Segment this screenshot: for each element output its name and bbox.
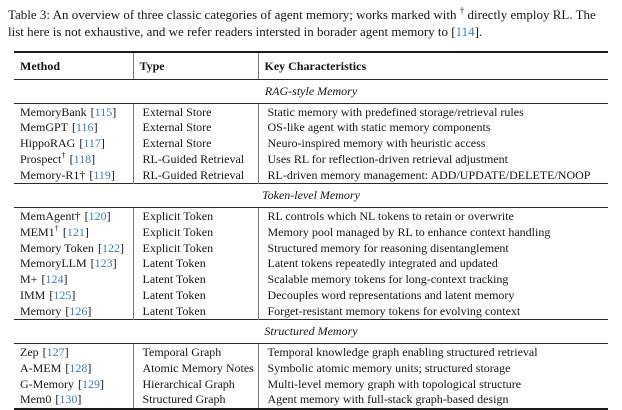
- citation-link[interactable]: 130: [59, 392, 78, 407]
- caption-period: .: [479, 23, 483, 39]
- key-characteristics-cell: Structured memory for reasoning disentanglement: [258, 240, 608, 256]
- citation-bracket-open: [: [55, 392, 60, 407]
- citation-bracket-open: [: [62, 224, 67, 239]
- citation-link[interactable]: 127: [46, 344, 65, 359]
- key-characteristics-cell: Latent tokens repeatedly integrated and updated: [258, 256, 608, 272]
- col-header-key-characteristics: Key Characteristics: [258, 52, 608, 79]
- key-characteristics-cell: Scalable memory tokens for long-context tracking: [258, 272, 608, 288]
- key-characteristics-cell: Temporal knowledge graph enabling structured retrieval: [258, 344, 608, 360]
- citation-link[interactable]: 122: [101, 240, 120, 255]
- caption-text-tail: directly employ RL. The list here is not exhaustive, and we refer readers intersted in borader agent memory to: [8, 7, 596, 39]
- paper-page: [0, 7, 622, 407]
- table-row: [14, 168, 608, 184]
- method-name: Prospect: [20, 152, 62, 167]
- table-row: [14, 360, 608, 376]
- citation-link[interactable]: 115: [94, 104, 113, 119]
- section-row: [14, 80, 608, 104]
- method-name: MemGPT: [20, 120, 68, 135]
- citation-bracket-open: [: [49, 288, 54, 303]
- type-cell: Explicit Token: [133, 208, 258, 224]
- citation-bracket-close: ]: [87, 304, 92, 318]
- key-characteristics-cell: Uses RL for reflection-driven retrieval adjustment: [258, 152, 608, 168]
- method-name: A-MEM: [20, 360, 62, 375]
- table-row: [14, 288, 608, 304]
- method-name: MEM1: [20, 224, 55, 239]
- key-characteristics-cell: Symbolic atomic memory units; structured storage: [258, 360, 608, 376]
- method-cell: [14, 344, 133, 360]
- method-name: MemoryBank: [20, 104, 87, 119]
- citation-bracket-open: [: [65, 360, 70, 375]
- method-name: MemAgent: [20, 208, 75, 223]
- citation-bracket-open: [: [89, 168, 94, 182]
- citation-link[interactable]: 119: [93, 168, 111, 182]
- type-cell: RL-Guided Retrieval: [133, 152, 258, 168]
- citation-bracket-open: [: [90, 256, 95, 271]
- key-characteristics-cell: Memory pool managed by RL to enhance context handling: [258, 224, 608, 240]
- table-row: [14, 344, 608, 360]
- caption-citation-bracket-open: [: [451, 23, 456, 39]
- key-characteristics-cell: Forget-resistant memory tokens for evolving context: [258, 304, 608, 320]
- method-cell: [14, 208, 133, 224]
- table-row: [14, 120, 608, 136]
- method-cell: [14, 288, 133, 304]
- citation-bracket-close: ]: [71, 288, 76, 303]
- rl-dagger-mark: †: [74, 208, 81, 223]
- method-name: Memory Token: [20, 240, 94, 255]
- rl-dagger-mark: †: [54, 222, 59, 233]
- table-row: [14, 104, 608, 120]
- type-cell: External Store: [133, 136, 258, 152]
- caption-citation-link[interactable]: 114: [455, 23, 475, 39]
- method-cell: [14, 120, 133, 136]
- method-name: MemoryLLM: [20, 256, 87, 271]
- type-cell: Latent Token: [133, 272, 258, 288]
- method-cell: [14, 304, 133, 320]
- citation-link[interactable]: 121: [66, 224, 85, 239]
- table-row: [14, 208, 608, 224]
- method-cell: [14, 104, 133, 120]
- citation-bracket-close: ]: [64, 344, 69, 359]
- method-name: Memory: [20, 304, 62, 318]
- citation-bracket-open: [: [72, 120, 76, 135]
- key-characteristics-cell: RL-driven memory management: ADD/UPDATE/DELETE/NOOP: [258, 168, 608, 184]
- citation-bracket-open: [: [78, 376, 82, 391]
- table-row: [14, 256, 608, 272]
- rl-dagger-mark: †: [61, 150, 66, 161]
- citation-bracket-close: ]: [77, 392, 82, 407]
- citation-link[interactable]: 126: [69, 304, 88, 318]
- type-cell: RL-Guided Retrieval: [133, 168, 258, 184]
- key-characteristics-cell: Multi-level memory graph with topological structure: [258, 376, 608, 392]
- method-name: Mem0: [20, 392, 52, 407]
- citation-link[interactable]: 117: [83, 136, 101, 151]
- method-cell: [14, 392, 133, 409]
- section-label: RAG-style Memory: [14, 80, 608, 104]
- col-header-method: Method: [14, 52, 133, 79]
- caption-citation-bracket-close: ]: [474, 23, 480, 39]
- table-row: [14, 304, 608, 320]
- type-cell: External Store: [133, 104, 258, 120]
- citation-bracket-open: [: [79, 136, 84, 151]
- citation-bracket-close: ]: [87, 360, 92, 375]
- method-cell: [14, 152, 133, 168]
- citation-bracket-open: [: [41, 272, 46, 287]
- citation-bracket-open: [: [97, 240, 102, 255]
- section-label: Token-level Memory: [14, 184, 608, 208]
- type-cell: Temporal Graph: [133, 344, 258, 360]
- citation-bracket-close: ]: [112, 256, 117, 271]
- method-cell: [14, 272, 133, 288]
- section-row: [14, 184, 608, 208]
- type-cell: Latent Token: [133, 288, 258, 304]
- section-row: [14, 320, 608, 344]
- type-cell: Explicit Token: [133, 224, 258, 240]
- method-name: M+: [20, 272, 38, 287]
- type-cell: Explicit Token: [133, 240, 258, 256]
- agent-memory-table: [14, 51, 608, 410]
- key-characteristics-cell: RL controls which NL tokens to retain or overwrite: [258, 208, 608, 224]
- table-row: [14, 272, 608, 288]
- key-characteristics-cell: Neuro-inspired memory with heuristic access: [258, 136, 608, 152]
- col-header-type: Type: [133, 52, 258, 79]
- citation-link[interactable]: 128: [69, 360, 88, 375]
- citation-bracket-close: ]: [112, 104, 117, 119]
- method-cell: [14, 376, 133, 392]
- section-label: Structured Memory: [14, 320, 608, 344]
- citation-link[interactable]: 123: [94, 256, 113, 271]
- method-name: HippoRAG: [20, 136, 76, 151]
- table-caption: [8, 7, 613, 40]
- citation-bracket-open: [: [90, 104, 95, 119]
- citation-bracket-close: ]: [63, 272, 68, 287]
- citation-bracket-close: ]: [84, 224, 89, 239]
- method-name: IMM: [20, 288, 46, 303]
- type-cell: Latent Token: [133, 256, 258, 272]
- citation-bracket-open: [: [65, 304, 70, 318]
- citation-bracket-open: [: [69, 152, 74, 167]
- key-characteristics-cell: Decouples word representations and latent memory: [258, 288, 608, 304]
- type-cell: Structured Graph: [133, 392, 258, 409]
- type-cell: Latent Token: [133, 304, 258, 320]
- citation-link[interactable]: 125: [53, 288, 72, 303]
- type-cell: External Store: [133, 120, 258, 136]
- method-cell: [14, 224, 133, 240]
- method-name: G-Memory: [20, 376, 74, 391]
- citation-bracket-close: ]: [100, 376, 104, 391]
- citation-bracket-close: ]: [91, 152, 96, 167]
- citation-link[interactable]: 129: [82, 376, 100, 391]
- table-row: [14, 136, 608, 152]
- key-characteristics-cell: OS-like agent with static memory components: [258, 120, 608, 136]
- method-cell: [14, 168, 133, 184]
- table-header-row: [14, 52, 608, 79]
- citation-link[interactable]: 120: [88, 208, 107, 223]
- method-name: Zep: [20, 344, 39, 359]
- key-characteristics-cell: Static memory with predefined storage/retrieval rules: [258, 104, 608, 120]
- citation-link[interactable]: 116: [76, 120, 94, 135]
- method-cell: [14, 360, 133, 376]
- method-name: Memory-R1: [20, 168, 80, 182]
- citation-bracket-close: ]: [119, 240, 124, 255]
- citation-link[interactable]: 118: [73, 152, 92, 167]
- citation-bracket-close: ]: [106, 208, 111, 223]
- citation-link[interactable]: 124: [45, 272, 64, 287]
- table-head: [14, 52, 608, 79]
- table-row: [14, 392, 608, 409]
- method-cell: [14, 256, 133, 272]
- table-row: [14, 152, 608, 168]
- type-cell: Atomic Memory Notes: [133, 360, 258, 376]
- citation-bracket-close: ]: [93, 120, 98, 135]
- table-row: [14, 240, 608, 256]
- caption-dagger-mark: †: [459, 5, 465, 16]
- table-row: [14, 376, 608, 392]
- caption-text-lead: Table 3: An overview of three classic categories of agent memory; works marked with: [8, 7, 460, 22]
- rl-dagger-mark: †: [79, 168, 86, 182]
- type-cell: Hierarchical Graph: [133, 376, 258, 392]
- table-body: [14, 80, 608, 409]
- citation-bracket-open: [: [42, 344, 47, 359]
- method-cell: [14, 240, 133, 256]
- table-row: [14, 224, 608, 240]
- method-cell: [14, 136, 133, 152]
- citation-bracket-close: ]: [110, 168, 115, 182]
- citation-bracket-close: ]: [100, 136, 105, 151]
- key-characteristics-cell: Agent memory with full-stack graph-based design: [258, 392, 608, 409]
- citation-bracket-open: [: [84, 208, 89, 223]
